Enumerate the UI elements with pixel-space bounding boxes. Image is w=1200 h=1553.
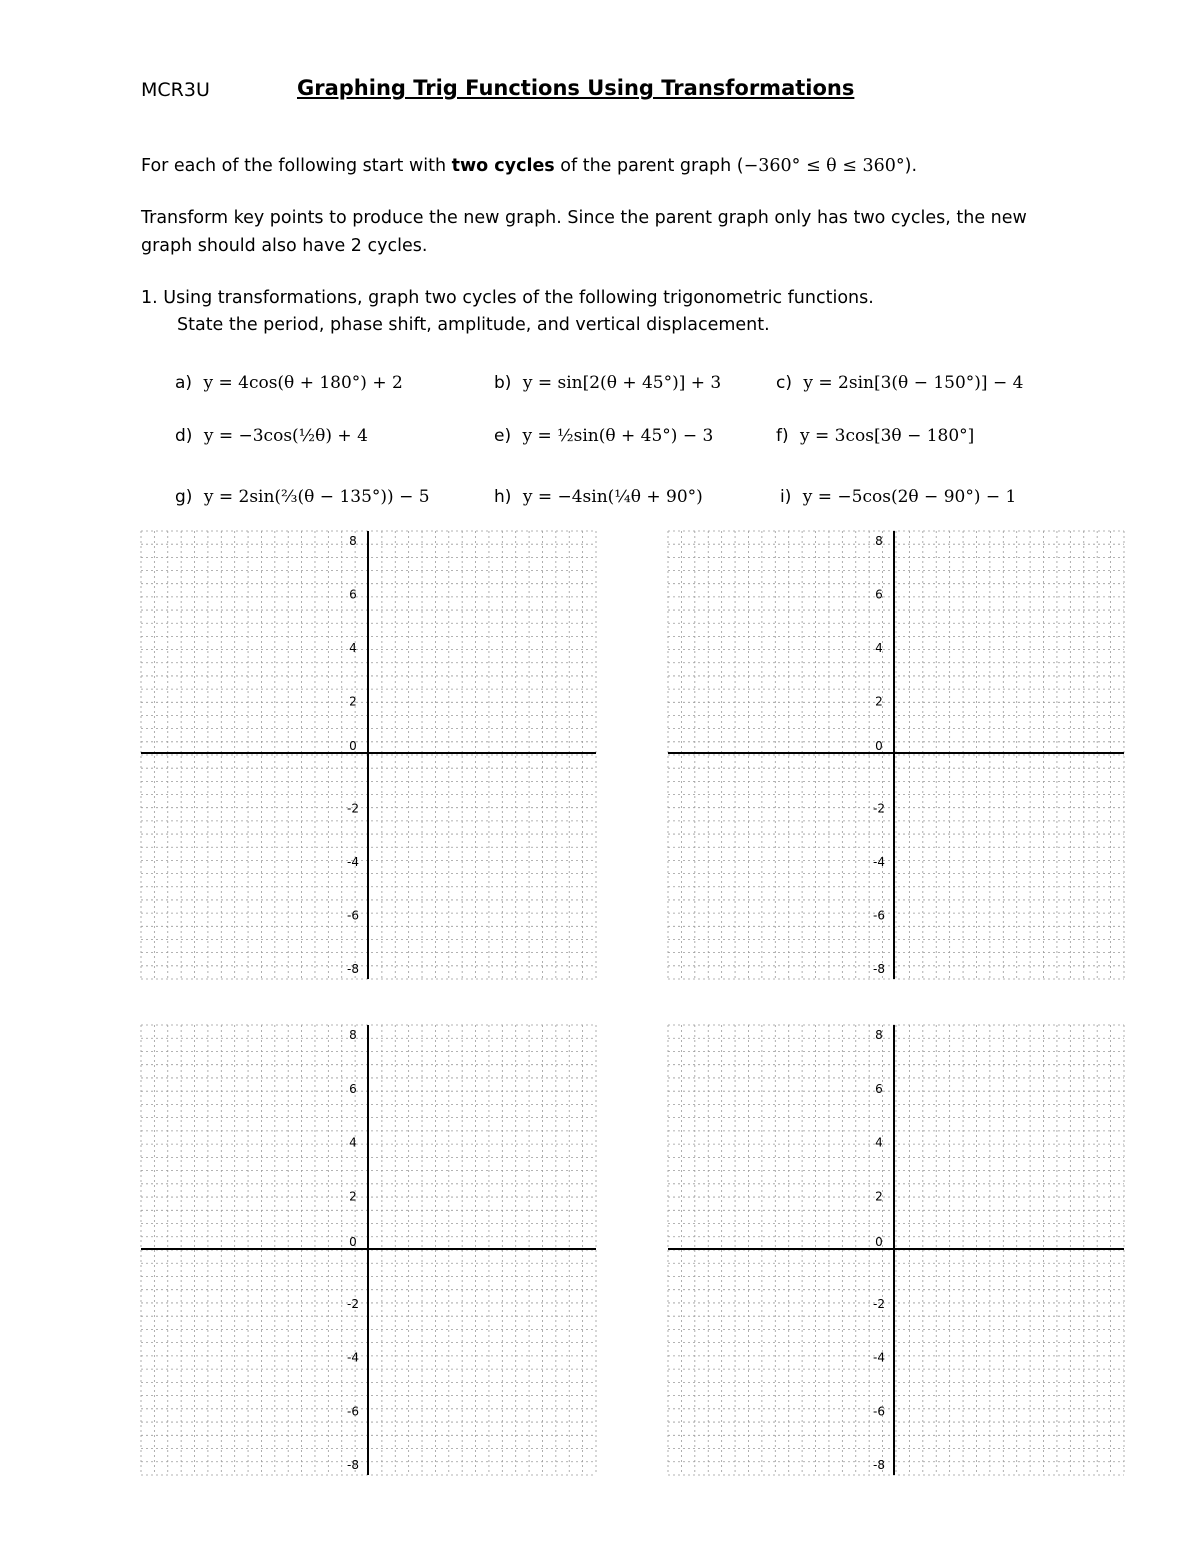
intro-domain: −360° ≤ θ ≤ 360° xyxy=(743,156,905,176)
y-tick-label: 4 xyxy=(875,1135,883,1150)
question-1-prompt: 1. Using transformations, graph two cycles of the following trigonometric functions. xyxy=(141,288,874,308)
y-tick-label: 4 xyxy=(349,641,357,655)
y-tick-label: 4 xyxy=(349,1135,357,1150)
item-equation: y = 2sin[3(θ − 150°)] − 4 xyxy=(803,373,1024,393)
graph-grid-top-left[interactable] xyxy=(141,531,596,979)
y-tick-label: -8 xyxy=(873,1458,885,1472)
y-tick-label: -4 xyxy=(347,1350,359,1365)
item-equation: y = sin[2(θ + 45°)] + 3 xyxy=(522,373,722,393)
item-label: g) xyxy=(175,487,193,507)
item-label: a) xyxy=(175,373,193,393)
y-tick-label: -8 xyxy=(347,962,359,976)
y-tick-label: 0 xyxy=(349,739,357,753)
y-tick-label: 6 xyxy=(349,587,357,602)
intro-before: For each of the following start with xyxy=(141,156,452,176)
y-tick-label: -6 xyxy=(347,908,359,923)
y-tick-label: 4 xyxy=(875,641,883,655)
y-tick-label: -6 xyxy=(873,908,885,923)
item-equation: y = −3cos(½θ) + 4 xyxy=(203,426,368,446)
y-tick-label: 8 xyxy=(875,1028,883,1042)
item-equation: y = ½sin(θ + 45°) − 3 xyxy=(522,426,714,446)
intro-after: of the parent graph ( xyxy=(554,156,744,176)
instructions-line-1: Transform key points to produce the new graph. Since the parent graph only has two cycles, the new xyxy=(141,208,1027,228)
y-tick-label: -6 xyxy=(347,1404,359,1419)
y-tick-label: -2 xyxy=(873,801,885,816)
item-equation: y = 3cos[3θ − 180°] xyxy=(800,426,975,446)
y-tick-label: 2 xyxy=(349,1189,357,1204)
y-tick-label: 6 xyxy=(875,1081,883,1096)
y-tick-label: 2 xyxy=(875,694,883,709)
y-tick-label: 8 xyxy=(349,1028,357,1042)
y-tick-label: -8 xyxy=(873,962,885,976)
course-code: MCR3U xyxy=(141,79,210,101)
y-tick-label: 0 xyxy=(349,1235,357,1249)
y-tick-label: -4 xyxy=(873,1350,885,1365)
item-equation: y = −5cos(2θ − 90°) − 1 xyxy=(802,487,1017,507)
y-tick-label: 2 xyxy=(875,1189,883,1204)
y-tick-label: -4 xyxy=(873,855,885,869)
question-1-subprompt: State the period, phase shift, amplitude, and vertical displacement. xyxy=(177,315,770,335)
item-label: e) xyxy=(494,426,512,446)
y-tick-label: -8 xyxy=(347,1458,359,1472)
item-label: c) xyxy=(776,373,792,393)
y-tick-label: 0 xyxy=(875,739,883,753)
item-equation: y = −4sin(¼θ + 90°) xyxy=(522,487,703,507)
y-tick-label: 6 xyxy=(349,1081,357,1096)
item-label: f) xyxy=(776,426,789,446)
item-equation: y = 2sin(⅔(θ − 135°)) − 5 xyxy=(203,487,430,507)
intro-bold: two cycles xyxy=(451,156,555,176)
y-tick-label: 2 xyxy=(349,694,357,709)
graph-grid-bottom-left[interactable] xyxy=(141,1025,596,1475)
intro-end: ). xyxy=(904,156,918,176)
page-title: Graphing Trig Functions Using Transformations xyxy=(297,76,855,100)
item-label: b) xyxy=(494,373,512,393)
y-tick-label: 0 xyxy=(875,1235,883,1249)
y-tick-label: -2 xyxy=(873,1296,885,1311)
y-tick-label: -2 xyxy=(347,1296,359,1311)
y-tick-label: 6 xyxy=(875,587,883,602)
y-tick-label: 8 xyxy=(349,534,357,548)
item-label: h) xyxy=(494,487,512,507)
graph-grid-top-right[interactable] xyxy=(668,531,1124,979)
instructions-line-2: graph should also have 2 cycles. xyxy=(141,236,428,256)
y-tick-label: -6 xyxy=(873,1404,885,1419)
y-tick-label: -2 xyxy=(347,801,359,816)
graph-grid-bottom-right[interactable] xyxy=(668,1025,1124,1475)
item-label: i) xyxy=(780,487,792,507)
item-label: d) xyxy=(175,426,193,446)
item-equation: y = 4cos(θ + 180°) + 2 xyxy=(203,373,403,393)
y-tick-label: -4 xyxy=(347,855,359,869)
y-tick-label: 8 xyxy=(875,534,883,548)
